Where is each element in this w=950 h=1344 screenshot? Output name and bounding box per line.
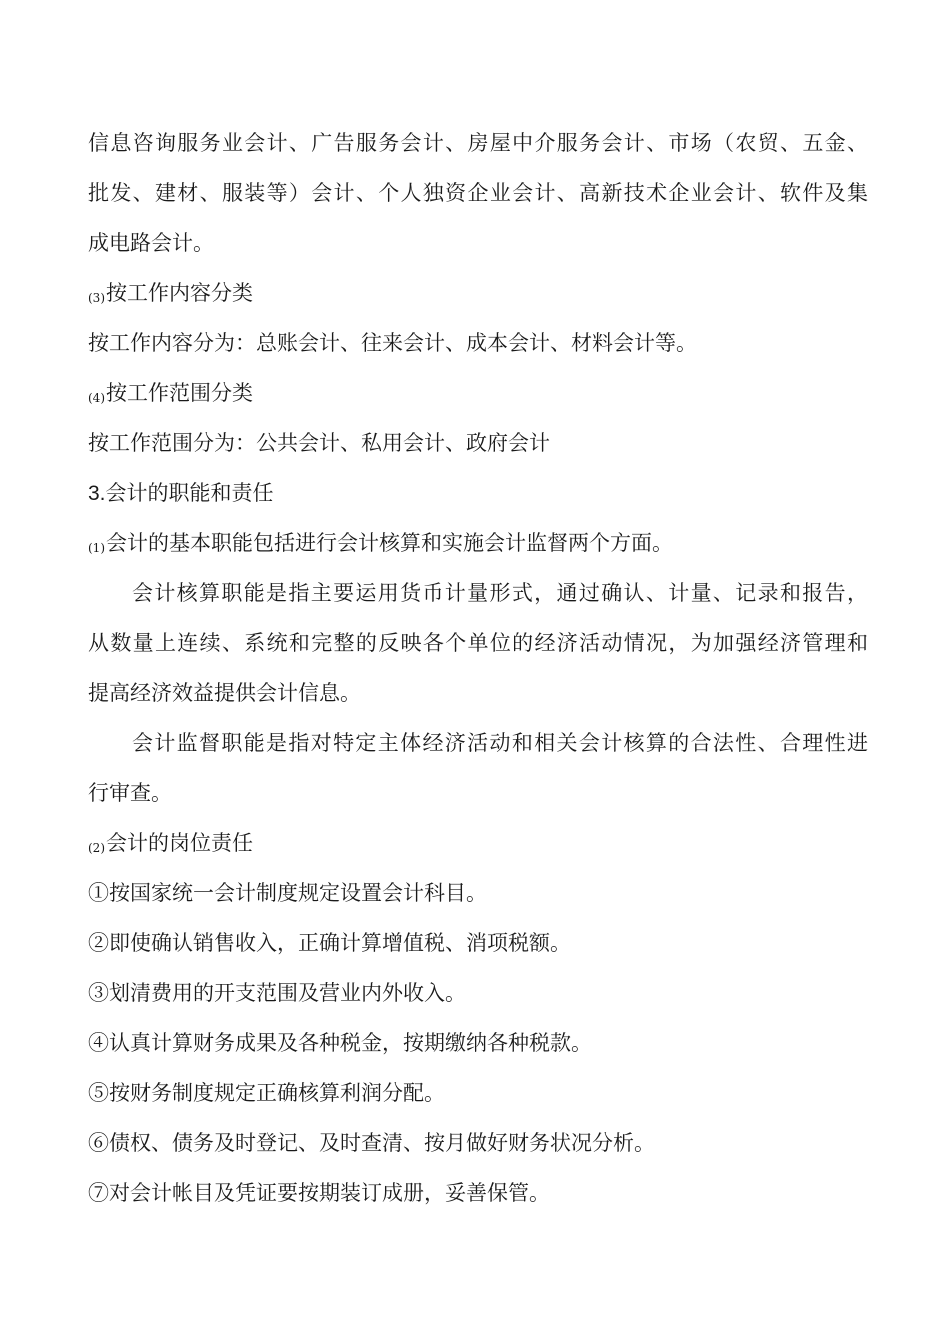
functions-intro: [88, 518, 868, 568]
paragraph-line: 会计核算职能是指主要运用货币计量形式，通过确认、计量、记录和报告，: [132, 581, 868, 605]
section-number: (3): [88, 291, 105, 305]
list-marker: ⑦: [88, 1181, 109, 1205]
section-body: 按工作范围分为：公共会计、私用会计、政府会计: [88, 431, 550, 455]
section-number: (4): [88, 391, 105, 405]
list-item-text: 对会计帐目及凭证要按期装订成册，妥善保管。: [109, 1181, 550, 1205]
paragraph-line: 提高经济效益提供会计信息。: [88, 681, 361, 705]
paragraph-line: 行审查。: [88, 781, 172, 805]
section-number: (2): [88, 841, 105, 855]
list-marker: ②: [88, 931, 109, 955]
document-page: [88, 118, 868, 1218]
list-marker: ⑤: [88, 1081, 109, 1105]
list-item: [88, 918, 868, 968]
chapter-heading: [88, 468, 868, 518]
list-item: [88, 868, 868, 918]
list-item-text: 即使确认销售收入，正确计算增值税、消项税额。: [109, 931, 571, 955]
section-number: (1): [88, 541, 105, 555]
list-item-text: 债权、债务及时登记、及时查清、按月做好财务状况分析。: [109, 1131, 655, 1155]
list-item-text: 认真计算财务成果及各种税金，按期缴纳各种税款。: [109, 1031, 592, 1055]
list-item-text: 划清费用的开支范围及营业内外收入。: [109, 981, 466, 1005]
list-item: [88, 968, 868, 1018]
chapter-number: 3.: [88, 482, 106, 505]
list-item: [88, 1168, 868, 1218]
paragraph-line: 成电路会计。: [88, 231, 214, 255]
list-item: [88, 1068, 868, 1118]
paragraph-line: 信息咨询服务业会计、广告服务会计、房屋中介服务会计、市场（农贸、五金、: [88, 131, 868, 155]
duties-heading: [88, 818, 868, 868]
section-heading-text: 按工作内容分类: [106, 281, 253, 305]
list-item-text: 按国家统一会计制度规定设置会计科目。: [109, 881, 487, 905]
list-marker: ④: [88, 1031, 109, 1055]
list-item: [88, 1018, 868, 1068]
chapter-title: 会计的职能和责任: [105, 481, 274, 505]
paragraph-line: 批发、建材、服装等）会计、个人独资企业会计、高新技术企业会计、软件及集: [88, 181, 868, 205]
functions-intro-text: 会计的基本职能包括进行会计核算和实施会计监督两个方面。: [106, 531, 673, 555]
list-marker: ①: [88, 881, 109, 905]
duties-heading-text: 会计的岗位责任: [106, 831, 253, 855]
paragraph-line: 会计监督职能是指对特定主体经济活动和相关会计核算的合法性、合理性进: [132, 731, 868, 755]
paragraph-line: 从数量上连续、系统和完整的反映各个单位的经济活动情况，为加强经济管理和: [88, 631, 868, 655]
list-item: [88, 1118, 868, 1168]
list-marker: ③: [88, 981, 109, 1005]
section-heading: [88, 368, 868, 418]
section-heading: [88, 268, 868, 318]
section-body: 按工作内容分为：总账会计、往来会计、成本会计、材料会计等。: [88, 331, 697, 355]
list-item-text: 按财务制度规定正确核算利润分配。: [109, 1081, 445, 1105]
section-heading-text: 按工作范围分类: [106, 381, 253, 405]
list-marker: ⑥: [88, 1131, 109, 1155]
